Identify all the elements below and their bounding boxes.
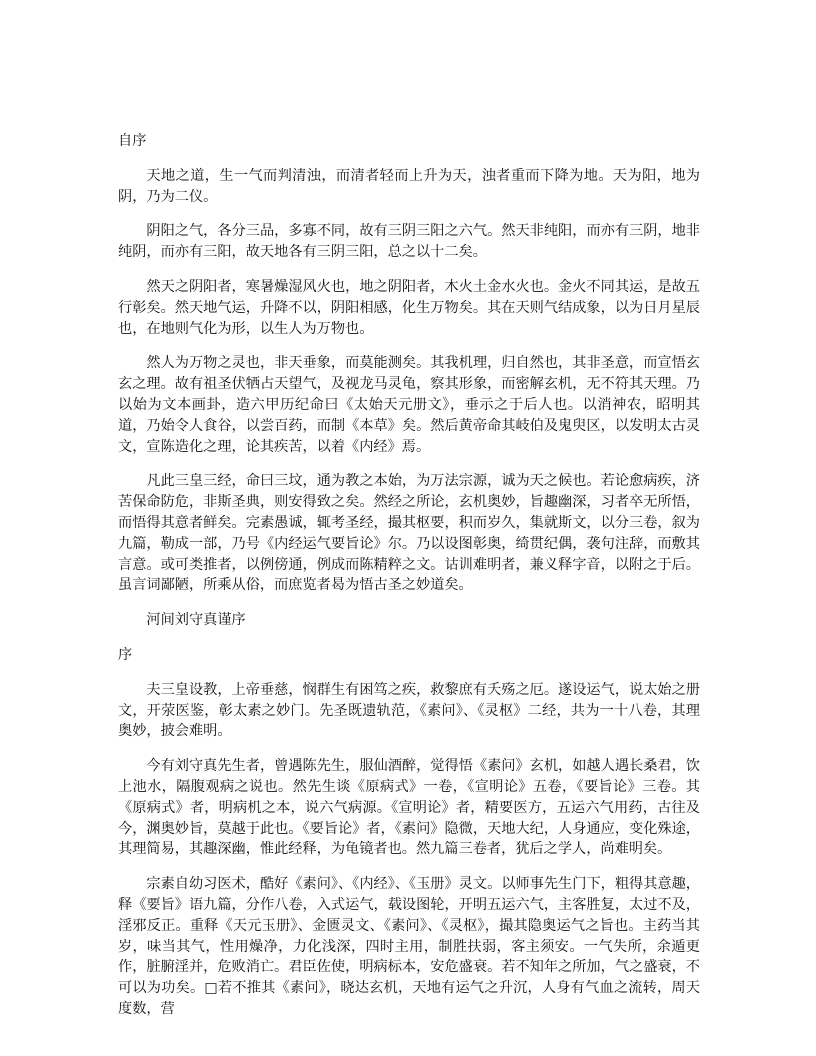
paragraph: 夫三皇设教，上帝垂慈，悯群生有困笃之疾，救黎庶有夭殇之厄。遂设运气，说太始之册文，开荥医鉴，彰太素之妙门。先圣既遗轨范，《素问》、《灵枢》二经，共为一十八卷，其理奥妙，披会难明。 xyxy=(118,681,700,740)
paragraph: 宗素自幼习医术，酷好《素问》、《内经》、《玉册》灵文。以师事先生门下，粗得其意趣，释《要旨》语九篇，分作八卷，入式运气，载设图轮，开明五运六气，主客胜复，太过不及，淫邪反正。重释《天元玉册》、金匮灵文、《素问》、《灵枢》，撮其隐奥运气之旨也。主药当其岁，味当其气，性用燥净，力化浅深，四时主用，制胜扶弱，客主须安。一气失所，余遁更作，脏腑淫并，危败消亡。君臣佐使，明病标本，安危盛衰。若不知年之所加，气之盛衰，不可以为功矣。□若不推其《素问》，晓达玄机，天地有运气之升沉，人身有气血之流转，周天度数，营 xyxy=(118,876,700,1017)
paragraph: 天地之道，生一气而判清浊，而清者轻而上升为天，浊者重而下降为地。天为阳，地为阴，乃为二仪。 xyxy=(118,167,700,205)
preface-title: 自序 xyxy=(118,133,147,149)
paragraph: 然天之阴阳者，寒暑燥湿风火也，地之阴阳者，木火土金水火也。金火不同其运，是故五行彰矣。然天地气运，升降不以，阴阳相感，化生万物矣。其在天则气结成象，以为日月星辰也，在地则气化为形，以生人为万物也。 xyxy=(118,278,700,337)
document-page xyxy=(118,131,700,1034)
paragraph: 今有刘守真先生者，曾遇陈先生，服仙酒醉，觉得悟《素问》玄机，如越人遇长桑君，饮上池水，隔腹观病之说也。然先生谈《原病式》一卷，《宣明论》五卷，《要旨论》三卷。其《原病式》者，明病机之本，说六气病源。《宣明论》者，精要医方，五运六气用药，古往及今，渊奥妙旨，莫越于此也。《要旨论》者，《素问》隐微，天地大纪，人身通应，变化殊途，其理简易，其趣深幽，惟此经释，为龟镜者也。然九篇三卷者，犹后之学人，尚难明矣。 xyxy=(118,758,700,858)
second-preface-title: 序 xyxy=(118,646,133,663)
paragraph: 凡此三皇三经，命曰三坟，通为教之本始，为万法宗源，诚为天之候也。若论愈病疾，济苦保命防危，非斯圣典，则安得致之矣。然经之所论，玄机奥妙，旨趣幽深，习者卒无所悟，而悟得其意者鲜矣。完素愚诚，辄考圣经，撮其枢要，积而岁久，集就斯文，以分三卷，叙为九篇，勒成一部，乃号《内经运气要旨论》尔。乃以设图彰奥，绮贯纪偶，袭句注辞，而敷其言意。或可类推者，以例傍通，例成而陈精粹之文。诂训难明者，兼义释字音，以附之于后。虽言词鄙陋，所乘从俗，而庶览者曷为悟古圣之妙道矣。 xyxy=(118,473,700,594)
paragraph: 阴阳之气，各分三品，多寡不同，故有三阴三阳之六气。然天非纯阳，而亦有三阴，地非纯阴，而亦有三阳，故天地各有三阴三阳，总之以十二矣。 xyxy=(118,223,700,261)
author-signature: 河间刘守真谨序 xyxy=(146,612,246,629)
paragraph: 然人为万物之灵也，非天垂象，而莫能测矣。其我机理，归自然也，其非圣意，而宣悟玄玄之理。故有祖圣伏牺占天望气，及视龙马灵龟，察其形象，而密解玄机，无不符其天理。乃以始为文本画卦，造六甲历纪命曰《太始天元册文》，垂示之于后人也。以消神农，昭明其道，乃始令人食谷，以尝百药，而制《本草》矣。然后黄帝命其岐伯及鬼臾区，以发明太古灵文，宣陈造化之理，论其疾苦，以着《内经》焉。 xyxy=(118,355,700,455)
